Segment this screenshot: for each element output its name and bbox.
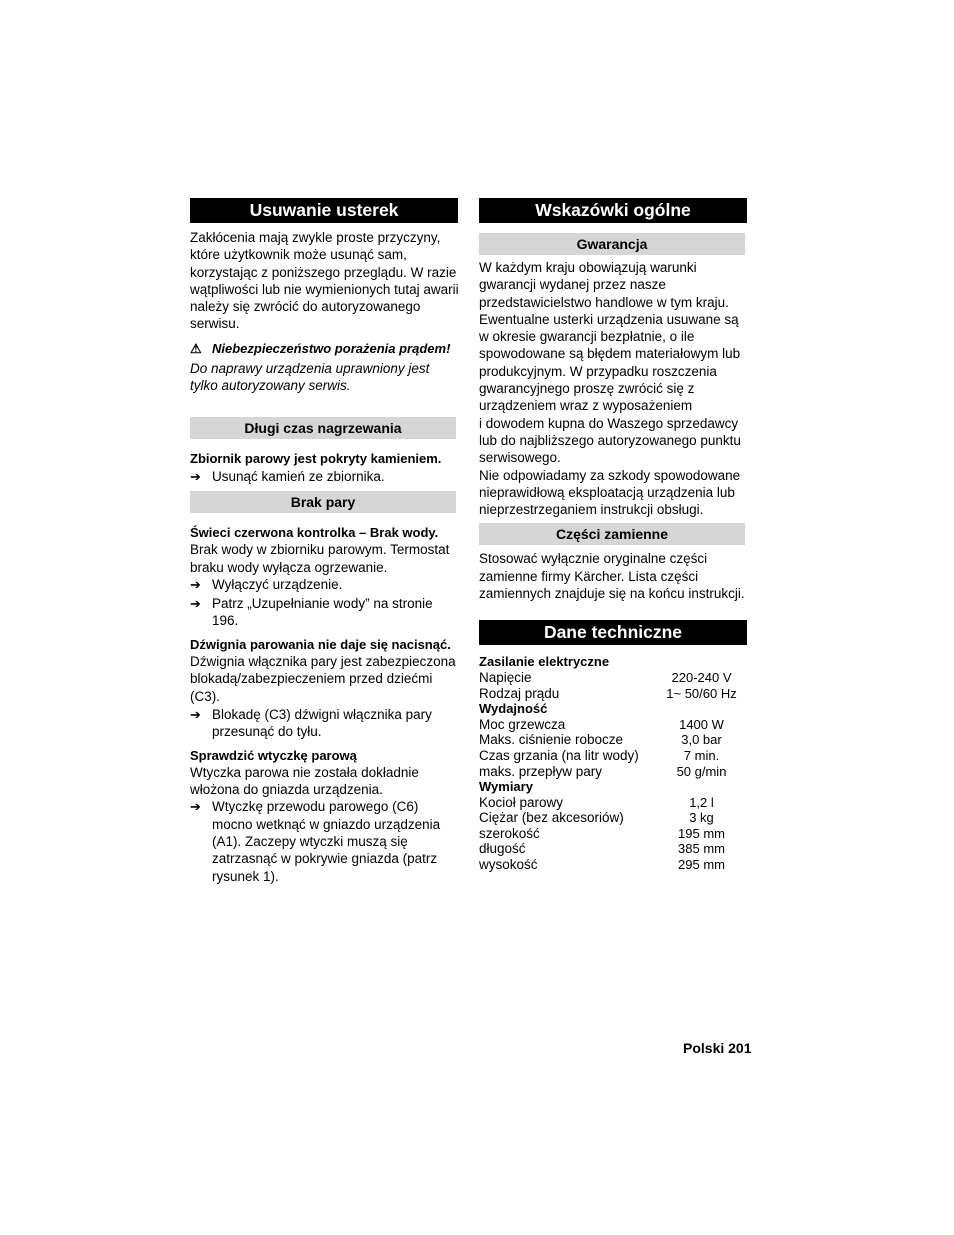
spec-label: Maks. ciśnienie robocze [479,732,624,748]
problem-lever: Dźwignia parowania nie daje się nacisnąć. [190,636,451,652]
spec-value: 220-240 V [671,669,732,685]
spec-value: 195 mm [678,825,725,841]
spec-label: Moc grzewcza [479,716,566,732]
problem-plug: Sprawdzić wtyczkę parową [190,747,357,763]
fix-item [190,798,460,884]
fix-text: Blokadę (C3) dźwigni włącznika pary przesunąć do tyłu. [212,706,432,740]
spec-row [479,826,751,842]
intro-text: Zakłócenia mają zwykle proste przyczyny, które użytkownik może usunąć sam, korzystając z poniższego przeglądu. W razie wątpliwości lub nie wymienionych tutaj awarii należy się zwrócić do autoryzowanego serwisu. [190,230,459,332]
spec-label: Kocioł parowy [479,794,564,810]
fix-item [190,706,460,741]
spec-row [479,717,751,733]
spec-value: 385 mm [678,841,725,857]
spec-row [479,686,751,702]
page-footer: Polski 201 [683,1040,752,1056]
spec-label: wysokość [479,857,538,873]
spec-group-heading: Wydajność [479,701,548,717]
problem-description: Brak wody w zbiorniku parowym. Termostat braku wody wyłącza ogrzewanie. [190,542,450,575]
spec-label: szerokość [479,825,540,841]
spec-value: 295 mm [678,857,725,873]
fix-item [190,576,460,593]
spec-label: Rodzaj prądu [479,685,560,701]
spec-label: Ciężar (bez akcesoriów) [479,810,624,826]
problem-description: Dźwignia włącznika pary jest zabezpieczona blokadą/zabezpieczeniem przed dziećmi (C3). [190,654,456,704]
fix-item [190,468,460,485]
spec-label: długość [479,841,526,857]
spec-value: 3 kg [689,810,714,826]
fix-text: Patrz „Uzupełnianie wody” na stronie 196. [212,596,433,629]
spec-group-heading: Wymiary [479,779,533,795]
arrow-right-icon: ➔ [190,468,201,484]
warning-text: Niebezpieczeństwo porażenia prądem! [212,340,451,356]
warranty-text: Nie odpowiadamy za szkody spowodowane nieprawidłową eksploatacją urządzenia lub nieprzestrzeganiem instrukcji obsługi. [479,467,741,518]
spec-label: maks. przepływ pary [479,763,603,779]
left-column [190,198,460,885]
problem-red-light: Świeci czerwona kontrolka – Brak wody. [190,524,439,540]
spec-row [479,857,751,873]
problem-scale: Zbiornik parowy jest pokryty kamieniem. [190,451,442,467]
spec-label: Napięcie [479,669,532,685]
section-title-general: Wskazówki ogólne [479,198,747,223]
technical-data-table [479,654,751,872]
fix-text: Usunąć kamień ze zbiornika. [212,468,385,484]
warning [190,339,460,359]
arrow-right-icon: ➔ [190,706,201,722]
warning-triangle-icon: ⚠ [190,340,202,356]
spec-group-heading: Zasilanie elektryczne [479,654,610,670]
arrow-right-icon: ➔ [190,799,201,815]
spec-value: 1~ 50/60 Hz [666,685,737,701]
arrow-right-icon: ➔ [190,596,201,612]
arrow-right-icon: ➔ [190,576,201,592]
spec-value: 1,2 l [689,794,714,810]
warranty-text: W każdym kraju obowiązują warunki gwarancji wydanej przez nasze przedstawicielstwo handlowe w tym kraju. Ewentualne usterki urządzenia usuwane są w okresie gwarancji bezpłatnie, o ile spowodowane są błędem materiałowym lub produkcyjnym. W przypadku roszczenia gwarancyjnego proszę zwrócić się z urządzeniem wraz z wyposażeniem [479,260,741,414]
spec-row [479,810,751,826]
spec-row [479,670,751,686]
fix-item [190,595,460,630]
warning-note: Do naprawy urządzenia uprawniony jest tylko autoryzowany serwis. [190,360,430,394]
section-title-technical-data: Dane techniczne [479,620,747,645]
spec-row [479,748,751,764]
spare-parts-text: Stosować wyłącznie oryginalne części zamienne firmy Kärcher. Lista części zamiennych znajduje się na końcu instrukcji. [479,551,745,602]
fix-text: Wtyczkę przewodu parowego (C6) mocno wetknąć w gniazdo urządzenia (A1). Zaczepy wtyczki muszą się zatrzasnąć w pokrywie gniazda (patrz rysunek 1). [212,799,441,884]
spec-row [479,841,751,857]
subsection-title-warranty: Gwarancja [479,233,745,255]
spec-row [479,795,751,811]
subsection-title-long-heating: Długi czas nagrzewania [190,417,456,439]
fix-text: Wyłączyć urządzenie. [212,576,343,592]
spec-value: 1400 W [679,716,724,732]
spec-value: 3,0 bar [681,732,722,748]
subsection-title-no-steam: Brak pary [190,491,456,513]
spec-row [479,764,751,780]
spec-value: 7 min. [683,747,720,763]
section-title-troubleshooting: Usuwanie usterek [190,198,458,223]
subsection-title-spare-parts: Części zamienne [479,523,745,545]
problem-description: Wtyczka parowa nie została dokładnie włożona do gniazda urządzenia. [190,764,419,798]
spec-value: 50 g/min [676,763,727,779]
right-column [479,198,751,873]
spec-label: Czas grzania (na litr wody) [479,747,639,763]
warranty-text: i dowodem kupna do Waszego sprzedawcy lub do najbliższego autoryzowanego punktu serwisowego. [479,415,741,466]
spec-row [479,732,751,748]
